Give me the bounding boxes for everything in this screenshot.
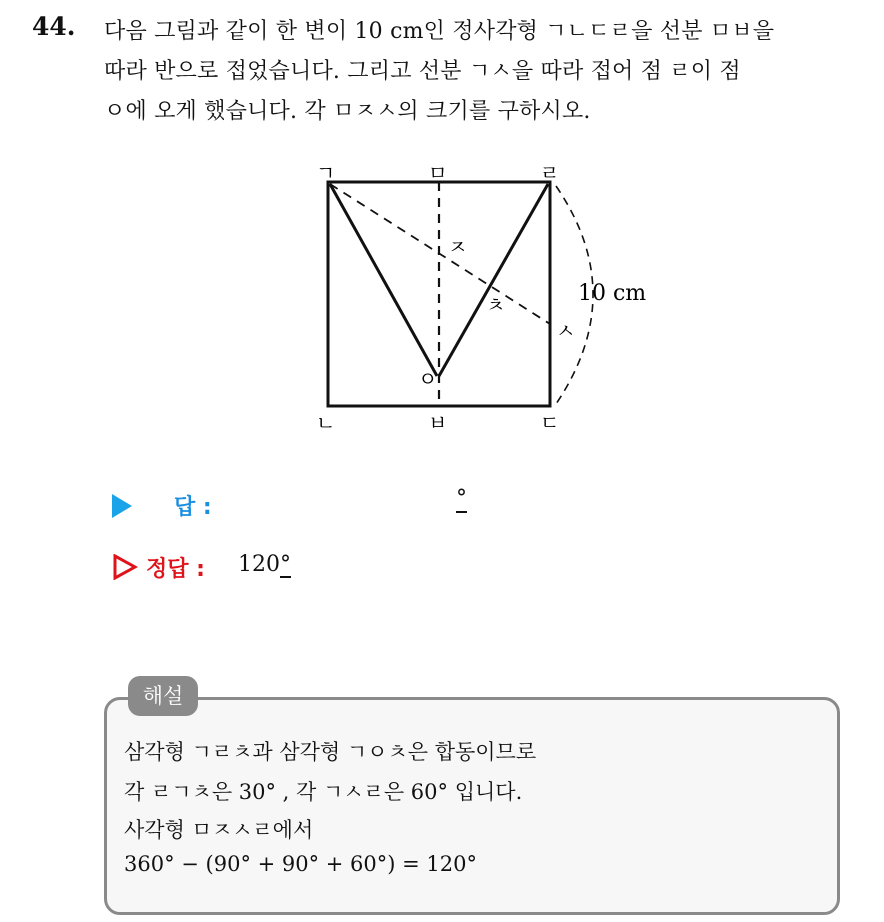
question-line-1: 다음 그림과 같이 한 변이 10 cm인 정사각형 ㄱㄴㄷㄹ을 선분 ㅁㅂ을	[104, 19, 775, 44]
explanation-line-3: 사각형 ㅁㅈㅅㄹ에서	[124, 818, 314, 842]
label-r: ㄹ	[540, 161, 560, 185]
explanation-line-1: 삼각형 ㄱㄹㅊ과 삼각형 ㄱㅇㅊ은 합동이므로	[124, 740, 537, 764]
question-number: 44.	[32, 12, 76, 41]
side-length-label: 10 cm	[578, 281, 647, 306]
play-triangle-icon	[112, 494, 132, 518]
explanation-line-4: 360° − (90° + 90° + 60°) = 120°	[124, 852, 478, 876]
question-line-3: ㅇ에 오게 했습니다. 각 ㅁㅈㅅ의 크기를 구하시오.	[104, 99, 591, 124]
correct-value: 120°	[238, 552, 291, 577]
label-s: ㅅ	[556, 319, 576, 343]
explanation-box	[104, 697, 840, 915]
label-g: ㄱ	[316, 161, 336, 185]
label-d: ㄷ	[540, 411, 560, 435]
answer-unit: °	[456, 486, 467, 511]
label-m: ㅁ	[428, 161, 448, 185]
label-n: ㄴ	[316, 411, 336, 435]
explanation-tag: 해설	[128, 676, 198, 716]
label-o: ㅇ	[418, 367, 438, 391]
question-line-2: 따라 반으로 접었습니다. 그리고 선분 ㄱㅅ을 따라 접어 점 ㄹ이 점	[104, 59, 741, 84]
label-ch: ㅊ	[486, 293, 506, 317]
label-j: ㅈ	[448, 235, 468, 259]
correct-label: 정답 :	[146, 557, 205, 582]
segment-r-o	[439, 184, 548, 376]
label-b: ㅂ	[428, 411, 448, 435]
segment-g-o	[330, 184, 437, 376]
outline-triangle-icon	[112, 554, 138, 580]
answer-label: 답 :	[174, 495, 212, 520]
explanation-line-2: 각 ㄹㄱㅊ은 30° , 각 ㄱㅅㄹ은 60° 입니다.	[124, 780, 523, 804]
